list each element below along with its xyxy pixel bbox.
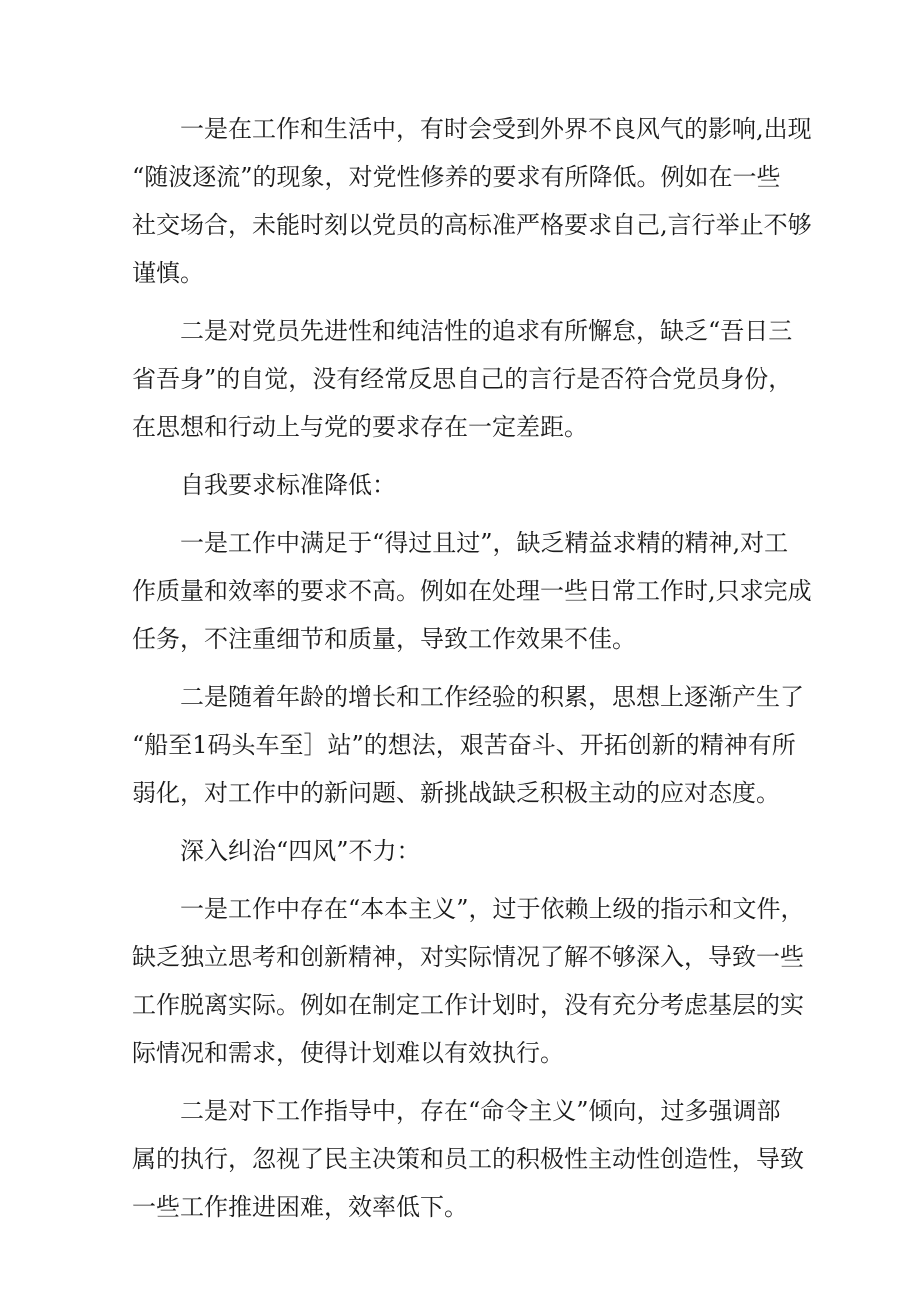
paragraph-2	[132, 307, 792, 451]
text-line: 一是在工作和生活中，有时会受到外界不良风气的影响,出现	[180, 115, 812, 143]
text-line: “随波逐流”的现象，对党性修养的要求有所降低。例如在一些	[132, 163, 781, 191]
text-line: “船至1码头车至］站”的想法，艰苦奋斗、开拓创新的精神有所	[132, 731, 796, 759]
paragraph-1	[132, 105, 812, 297]
heading-line: 自我要求标准降低：	[180, 471, 396, 499]
paragraph-4	[132, 673, 804, 817]
text-line: 一是工作中满足于“得过且过”，缺乏精益求精的精神,对工	[180, 529, 789, 557]
text-line: 工作脱离实际。例如在制定工作计划时，没有充分考虑基层的实	[132, 991, 804, 1019]
section-heading-self-standard	[132, 461, 792, 509]
text-line: 属的执行，忽视了民主决策和员工的积极性主动性创造性，导致	[132, 1145, 804, 1173]
paragraph-6	[132, 1087, 804, 1231]
text-line: 缺乏独立思考和创新精神，对实际情况了解不够深入，导致一些	[132, 943, 804, 971]
text-line: 一是工作中存在“本本主义”，过于依赖上级的指示和文件，	[180, 895, 805, 923]
paragraph-5	[132, 885, 805, 1077]
text-line: 谨慎。	[132, 259, 204, 287]
section-heading-four-winds	[132, 827, 792, 875]
heading-line: 深入纠治“四风”不力：	[180, 837, 421, 865]
text-line: 省吾身”的自觉，没有经常反思自己的言行是否符合党员身份，	[132, 365, 793, 393]
text-line: 二是随着年龄的增长和工作经验的积累，思想上逐渐产生了	[180, 683, 804, 711]
text-line: 一些工作推进困难，效率低下。	[132, 1193, 468, 1221]
text-line: 任务，不注重细节和质量，导致工作效果不佳。	[132, 625, 636, 653]
paragraph-3	[132, 519, 812, 663]
text-line: 社交场合，未能时刻以党员的高标准严格要求自己,言行举止不够	[132, 211, 812, 239]
text-line: 二是对下工作指导中，存在“命令主义”倾向，过多强调部	[180, 1097, 781, 1125]
text-line: 在思想和行动上与党的要求存在一定差距。	[132, 413, 588, 441]
document-body	[132, 105, 812, 1231]
text-line: 际情况和需求，使得计划难以有效执行。	[132, 1039, 564, 1067]
text-line: 二是对党员先进性和纯洁性的追求有所懈怠，缺乏“吾日三	[180, 317, 793, 345]
text-line: 弱化，对工作中的新问题、新挑战缺乏积极主动的应对态度。	[132, 779, 780, 807]
text-line: 作质量和效率的要求不高。例如在处理一些日常工作时,只求完成	[132, 577, 812, 605]
